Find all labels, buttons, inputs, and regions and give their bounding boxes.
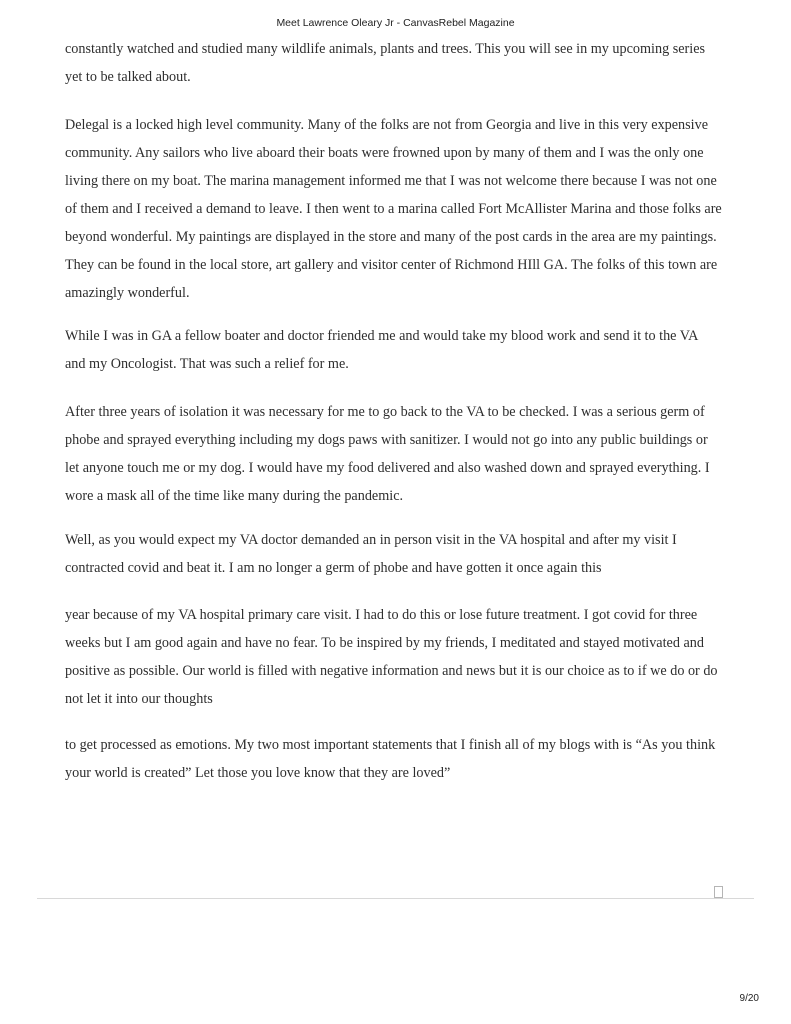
paragraph-line: positive as possible. Our world is filled with negative information and news but it is our choice as to if we do or do xyxy=(65,663,718,679)
paragraph-line: While I was in GA a fellow boater and doctor friended me and would take my blood work and send it to the VA xyxy=(65,328,699,344)
paragraph-line: constantly watched and studied many wildlife animals, plants and trees. This you will see in my upcoming series xyxy=(65,41,706,57)
paragraph-5 xyxy=(65,526,727,582)
paragraph-line: Well, as you would expect my VA doctor demanded an in person visit in the VA hospital and after my visit I xyxy=(65,532,677,548)
page-number: 9/20 xyxy=(739,993,759,1004)
paragraph-line: to get processed as emotions. My two most important statements that I finish all of my blogs with is “As you think xyxy=(65,737,716,753)
paragraph-line: contracted covid and beat it. I am no longer a germ of phobe and have gotten it once again this xyxy=(65,560,602,576)
paragraph-line: let anyone touch me or my dog. I would have my food delivered and also washed down and sprayed everything. I xyxy=(65,460,710,476)
paragraph-line: of them and I received a demand to leave. I then went to a marina called Fort McAllister Marina and those folks are xyxy=(65,201,722,217)
paragraph-line: weeks but I am good again and have no fear. To be inspired by my friends, I meditated and stayed motivated and xyxy=(65,635,704,651)
paragraph-line: community. Any sailors who live aboard their boats were frowned upon by many of them and I was the only one xyxy=(65,145,704,161)
document-icon xyxy=(714,886,723,898)
paragraph-line: beyond wonderful. My paintings are displayed in the store and many of the post cards in the area are my paintings. xyxy=(65,229,717,245)
paragraph-4 xyxy=(65,398,727,510)
paragraph-line: amazingly wonderful. xyxy=(65,285,190,301)
paragraph-line: They can be found in the local store, art gallery and visitor center of Richmond HIll GA. The folks of this town are xyxy=(65,257,718,273)
paragraph-line: living there on my boat. The marina management informed me that I was not welcome there because I was not one xyxy=(65,173,717,189)
paragraph-3 xyxy=(65,322,727,378)
paragraph-line: year because of my VA hospital primary care visit. I had to do this or lose future treatment. I got covid for three xyxy=(65,607,698,623)
paragraph-line: not let it into our thoughts xyxy=(65,691,213,707)
footer-divider xyxy=(37,898,754,899)
paragraph-line: After three years of isolation it was necessary for me to go back to the VA to be checked. I was a serious germ of xyxy=(65,404,705,420)
page-header-title: Meet Lawrence Oleary Jr - CanvasRebel Magazine xyxy=(276,17,515,29)
paragraph-line: and my Oncologist. That was such a relief for me. xyxy=(65,356,349,372)
paragraph-7 xyxy=(65,731,727,787)
paragraph-line: your world is created” Let those you love know that they are loved” xyxy=(65,765,451,781)
paragraph-6 xyxy=(65,601,727,713)
paragraph-line: Delegal is a locked high level community. Many of the folks are not from Georgia and live in this very expensive xyxy=(65,117,708,133)
paragraph-1 xyxy=(65,35,727,91)
paragraph-line: phobe and sprayed everything including my dogs paws with sanitizer. I would not go into any public buildings or xyxy=(65,432,708,448)
paragraph-line: wore a mask all of the time like many during the pandemic. xyxy=(65,488,404,504)
paragraph-line: yet to be talked about. xyxy=(65,69,191,85)
paragraph-2 xyxy=(65,111,727,307)
